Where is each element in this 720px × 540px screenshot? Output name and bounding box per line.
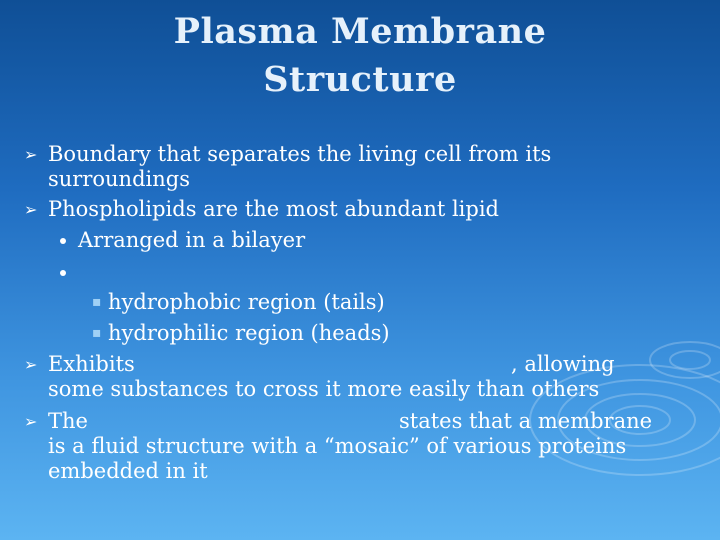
sub-sub-bullet-2: hydrophilic region (heads) xyxy=(108,321,390,345)
bullet-4-end: states that a membrane xyxy=(399,409,653,433)
bullet-4-start: The xyxy=(48,409,88,433)
title-line-2: Structure xyxy=(263,59,457,100)
bullet-3-start: Exhibits xyxy=(48,352,135,376)
title-line-1: Plasma Membrane xyxy=(173,11,547,52)
square-bullet-icon: ▪ xyxy=(92,325,102,341)
bullet-4-line-2: is a fluid structure with a “mosaic” of various proteins xyxy=(48,434,627,458)
bullet-3-end: , allowing xyxy=(511,352,615,376)
bullet-1-line-1: Boundary that separates the living cell from its xyxy=(48,142,552,166)
bullet-3-line-2: some substances to cross it more easily than others xyxy=(48,377,600,401)
round-bullet-icon xyxy=(60,270,66,276)
arrow-bullet-icon: ➢ xyxy=(24,145,38,164)
arrow-bullet-icon: ➢ xyxy=(24,200,38,219)
sub-sub-bullet-1: hydrophobic region (tails) xyxy=(108,290,385,314)
round-bullet-icon xyxy=(60,238,66,244)
sub-bullet-1: Arranged in a bilayer xyxy=(78,228,306,252)
arrow-bullet-icon: ➢ xyxy=(24,412,38,431)
bullet-4-line-3: embedded in it xyxy=(48,459,208,483)
arrow-bullet-icon: ➢ xyxy=(24,355,38,374)
bullet-2-line-1: Phospholipids are the most abundant lipid xyxy=(48,197,499,221)
square-bullet-icon: ▪ xyxy=(92,294,102,310)
bullet-1-line-2: surroundings xyxy=(48,167,190,191)
